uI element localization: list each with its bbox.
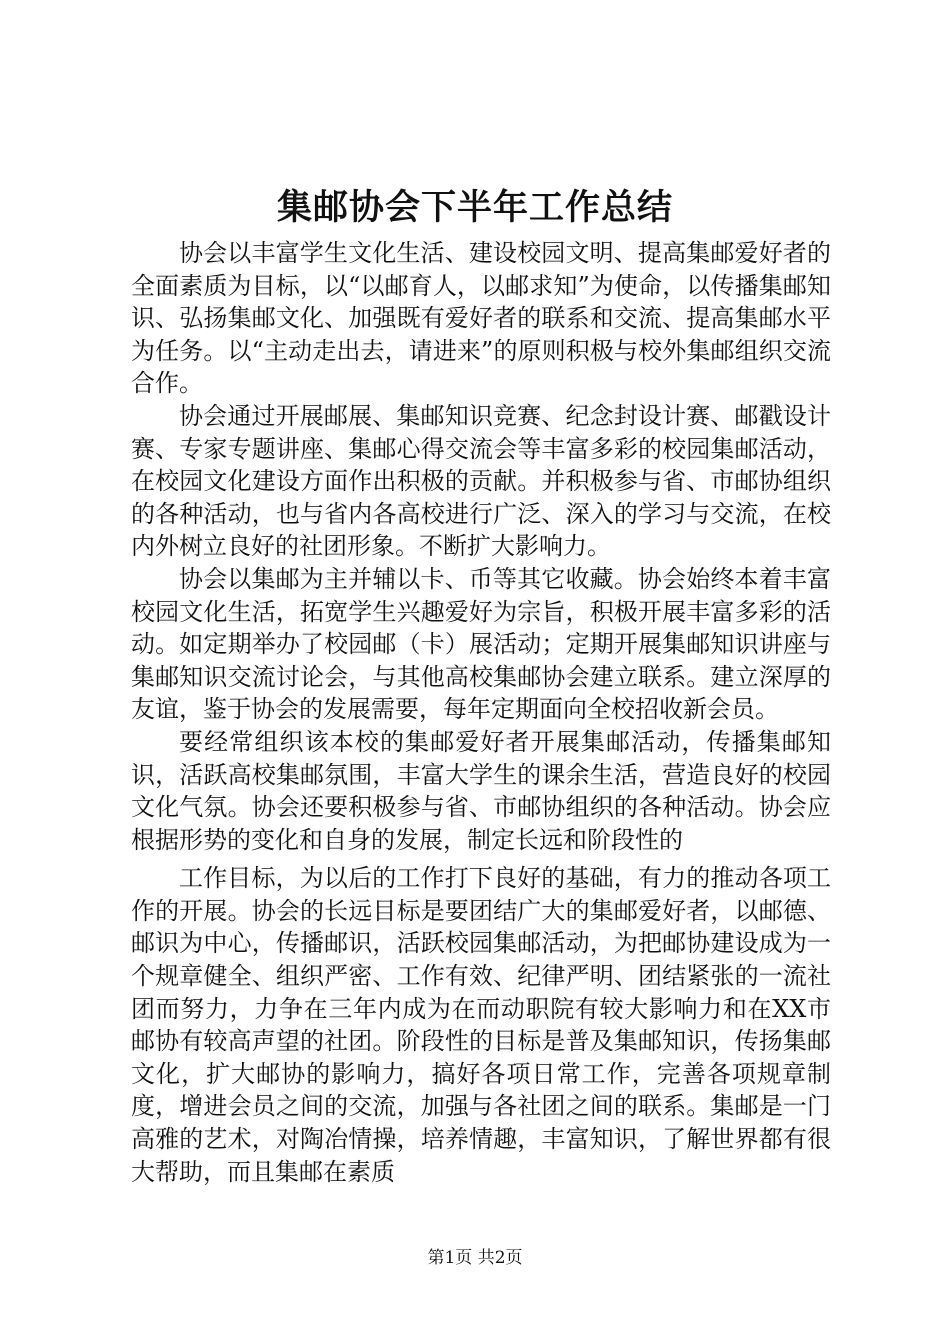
document-title: 集邮协会下半年工作总结 <box>276 187 673 228</box>
document-body <box>131 237 831 1188</box>
paragraph-2: 协会通过开展邮展、集邮知识竞赛、纪念封设计赛、邮戳设计赛、专家专题讲座、集邮心得交流会等丰富多彩的校园集邮活动，在校园文化建设方面作出积极的贡献。并积极参与省、市邮协组织的各种活动，也与省内各高校进行广泛、深入的学习与交流，在校内外树立良好的社团形象。不断扩大影响力。 <box>131 401 831 561</box>
paragraph-5: 工作目标，为以后的工作打下良好的基础，有力的推动各项工作的开展。协会的长远目标是要团结广大的集邮爱好者，以邮德、邮识为中心，传播邮识，活跃校园集邮活动，为把邮协建设成为一个规章健全、组织严密、工作有效、纪律严明、团结紧张的一流社团而努力，力争在三年内成为在而动职院有较大影响力和在XX市邮协有较高声望的社团。阶段性的目标是普及集邮知识，传扬集邮文化，扩大邮协的影响力，搞好各项日常工作，完善各项规章制度，增进会员之间的交流，加强与各社团之间的联系。集邮是一门高雅的艺术，对陶冶情操，培养情趣，丰富知识，了解世界都有很大帮助，而且集邮在素质 <box>131 864 831 1186</box>
paragraph-3: 协会以集邮为主并辅以卡、币等其它收藏。协会始终本着丰富校园文化生活，拓宽学生兴趣爱好为宗旨，积极开展丰富多彩的活动。如定期举办了校园邮（卡）展活动；定期开展集邮知识讲座与集邮知识交流讨论会，与其他高校集邮协会建立联系。建立深厚的友谊，鉴于协会的发展需要，每年定期面向全校招收新会员。 <box>131 564 831 724</box>
paragraph-4: 要经常组织该本校的集邮爱好者开展集邮活动，传播集邮知识，活跃高校集邮氛围，丰富大学生的课余生活，营造良好的校园文化气氛。协会还要积极参与省、市邮协组织的各种活动。协会应根据形势的变化和自身的发展，制定长远和阶段性的 <box>131 727 831 854</box>
page-footer: 第1页 共2页 <box>427 1248 523 1268</box>
paragraph-1: 协会以丰富学生文化生活、建设校园文明、提高集邮爱好者的全面素质为目标，以“以邮育人，以邮求知”为使命，以传播集邮知识、弘扬集邮文化、加强既有爱好者的联系和交流、提高集邮水平为任务。以“主动走出去，请进来”的原则积极与校外集邮组织交流合作。 <box>131 239 831 398</box>
